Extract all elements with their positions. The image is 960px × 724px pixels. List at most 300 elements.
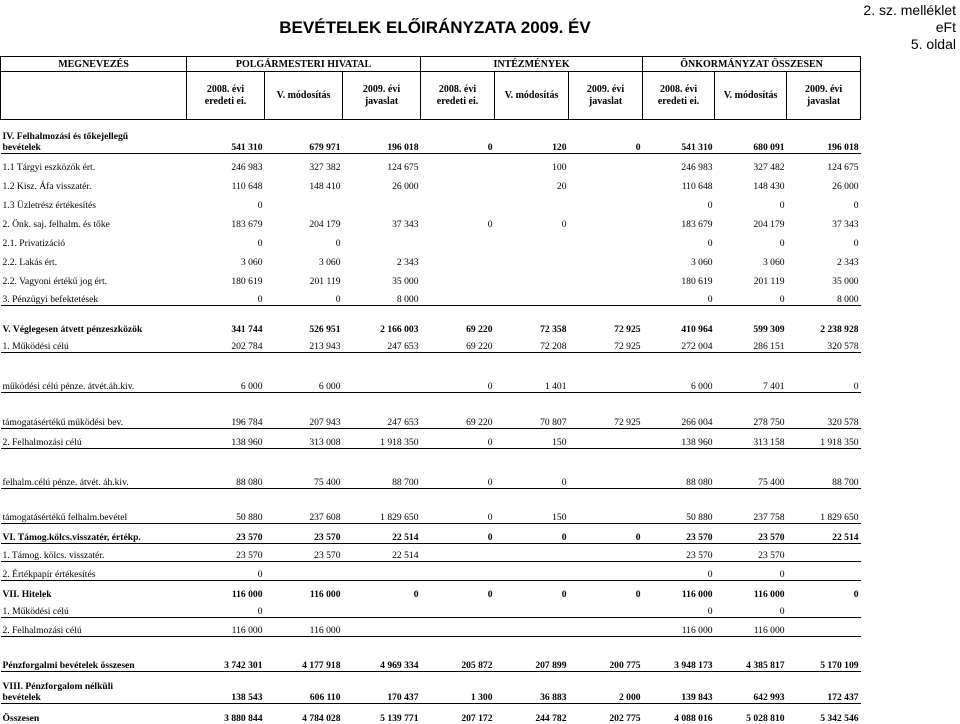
row-label-text: 2. Felhalmozási célú <box>2 437 82 448</box>
row-label <box>1 173 187 192</box>
column-header <box>643 72 715 120</box>
value-cell: 23 570 <box>715 544 787 562</box>
value-cell: 266 004 <box>643 393 715 429</box>
column-header <box>343 72 421 120</box>
row-label-text: 1.2 Kisz. Áfa visszatér. <box>2 180 92 192</box>
value-cell: 213 943 <box>265 335 343 353</box>
value-cell: 23 570 <box>187 544 265 562</box>
value-cell: 0 <box>487 218 493 230</box>
value-cell: 0 <box>715 562 787 581</box>
value-cell <box>421 173 495 192</box>
value-cell: 0 <box>187 287 265 306</box>
header-column-row <box>1 72 861 120</box>
column-header-line: javaslat <box>806 95 841 107</box>
value-cell: 69 220 <box>421 335 495 353</box>
value-cell: 0 <box>421 353 495 393</box>
row-label-text: Összesen <box>2 712 40 724</box>
value-cell: 0 <box>187 600 265 618</box>
revenue-table <box>0 56 861 724</box>
row-label <box>1 524 187 544</box>
value-cell: 278 750 <box>715 393 787 429</box>
value-cell: 138 543 <box>187 672 265 704</box>
value-cell: 0 <box>569 524 643 544</box>
value-cell: 23 570 <box>265 544 343 562</box>
value-cell: 0 <box>569 120 643 154</box>
value-cell: 201 119 <box>309 275 341 287</box>
value-cell: 0 <box>421 120 495 154</box>
value-cell: 541 310 <box>643 120 715 154</box>
row-label <box>1 672 187 704</box>
value-cell <box>265 600 343 618</box>
row-label-text: 1.3 Üzletrész értékesítés <box>2 199 96 211</box>
value-cell: 1 829 650 <box>787 489 861 524</box>
value-cell: 286 151 <box>715 335 787 353</box>
value-cell <box>787 544 861 562</box>
value-cell <box>421 544 495 562</box>
value-cell: 599 309 <box>753 323 785 335</box>
column-header-line: 2009. évi <box>804 83 843 95</box>
value-cell <box>495 618 569 637</box>
header-group-osszesen: ÖNKORMÁNYZAT ÖSSZESEN <box>643 57 861 72</box>
value-cell: 5 028 810 <box>746 712 785 724</box>
value-cell <box>787 600 861 618</box>
column-header-line: V. módosítás <box>276 89 331 101</box>
row-label <box>1 211 187 230</box>
row-label <box>1 637 187 672</box>
value-cell: 202 775 <box>609 712 641 724</box>
row-label-text: 2.2. Vagyoni értékű jog ért. <box>2 275 108 287</box>
value-cell: 201 119 <box>753 275 785 287</box>
value-cell: 320 578 <box>787 335 861 353</box>
value-cell: 5 170 109 <box>787 637 861 672</box>
table-row <box>1 637 861 672</box>
value-cell: 6 000 <box>643 353 715 393</box>
row-label <box>1 544 187 562</box>
value-cell: 0 <box>561 218 567 230</box>
value-cell: 23 570 <box>265 524 343 544</box>
table-row <box>1 287 861 306</box>
header-group-intezmenyek: INTÉZMÉNYEK <box>421 57 643 72</box>
value-cell: 3 060 <box>690 256 713 268</box>
header-megnevezes: MEGNEVEZÉS <box>1 57 187 72</box>
value-cell <box>343 562 421 581</box>
value-cell: 0 <box>421 429 495 449</box>
value-cell <box>569 268 643 287</box>
row-label <box>1 704 187 724</box>
value-cell: 0 <box>335 237 341 249</box>
value-cell: 8 000 <box>343 287 421 306</box>
column-header <box>495 72 569 120</box>
table-row <box>1 268 861 287</box>
value-cell: 20 <box>556 180 567 192</box>
row-label-text: VII. Hitelek <box>2 588 52 600</box>
value-cell: 8 000 <box>787 287 861 306</box>
value-cell <box>569 192 643 211</box>
value-cell: 204 179 <box>753 218 785 230</box>
row-label-text: támogatásértékű működési bev. <box>2 417 124 428</box>
value-cell <box>569 230 643 249</box>
value-cell: 0 <box>643 287 715 306</box>
value-cell: 3 948 173 <box>643 637 715 672</box>
value-cell: 0 <box>561 588 567 600</box>
row-label <box>1 353 187 393</box>
value-cell <box>495 562 569 581</box>
value-cell: 0 <box>421 449 495 489</box>
value-cell <box>495 600 569 618</box>
value-cell: 246 983 <box>231 161 263 173</box>
row-label-text: 1. Működési célú <box>2 341 69 352</box>
value-cell <box>569 600 643 618</box>
value-cell <box>265 192 343 211</box>
value-cell: 0 <box>495 449 569 489</box>
value-cell: 3 060 <box>240 256 263 268</box>
table-row <box>1 230 861 249</box>
value-cell: 196 784 <box>187 393 265 429</box>
value-cell: 0 <box>707 199 713 211</box>
value-cell <box>787 562 861 581</box>
row-label-text: támogatásértékű felhalm.bevétel <box>2 512 128 523</box>
value-cell: 116 000 <box>187 618 265 637</box>
value-cell: 207 172 <box>461 712 493 724</box>
table-row <box>1 704 861 724</box>
table-row <box>1 618 861 637</box>
attachment-number: 2. sz. melléklet <box>863 2 956 18</box>
value-cell <box>569 249 643 268</box>
value-cell <box>421 154 495 173</box>
row-label-text: Pénzforgalmi bevételek összesen <box>2 660 135 671</box>
value-cell: 1 829 650 <box>343 489 421 524</box>
table-row <box>1 211 861 230</box>
value-cell <box>569 429 643 449</box>
value-cell <box>343 230 421 249</box>
value-cell <box>569 562 643 581</box>
value-cell: 50 880 <box>187 489 265 524</box>
value-cell: 6 000 <box>187 353 265 393</box>
value-cell: 180 619 <box>681 275 713 287</box>
value-cell <box>421 287 495 306</box>
row-label-text: IV. Felhalmozási és tőkejellegű <box>2 131 129 142</box>
value-cell: 1 300 <box>421 672 495 704</box>
value-cell: 642 993 <box>715 672 787 704</box>
value-cell: 22 514 <box>787 524 861 544</box>
column-header-line: 2008. évi <box>438 83 477 95</box>
value-cell: 23 570 <box>643 524 715 544</box>
value-cell <box>569 449 643 489</box>
column-header <box>265 72 343 120</box>
value-cell: 7 401 <box>715 353 787 393</box>
value-cell: 170 437 <box>343 672 421 704</box>
document-reference <box>863 2 956 53</box>
value-cell: 120 <box>495 120 569 154</box>
row-label <box>1 230 187 249</box>
row-label <box>1 562 187 581</box>
value-cell: 116 000 <box>265 618 343 637</box>
value-cell: 70 807 <box>495 393 569 429</box>
page-number: 5. oldal <box>910 36 956 52</box>
value-cell: 2 238 928 <box>820 323 859 335</box>
table-row <box>1 306 861 335</box>
table-row <box>1 335 861 353</box>
value-cell: 327 482 <box>753 161 785 173</box>
table-row <box>1 524 861 544</box>
value-cell <box>787 618 861 637</box>
value-cell: 200 775 <box>569 637 643 672</box>
row-label-text: 1.1 Tárgyi eszközök ért. <box>2 161 96 173</box>
value-cell: 2 000 <box>569 672 643 704</box>
table-row <box>1 562 861 581</box>
value-cell: 75 400 <box>265 449 343 489</box>
value-cell: 1 918 350 <box>343 429 421 449</box>
value-cell: 1 918 350 <box>787 429 861 449</box>
value-cell: 341 744 <box>231 323 263 335</box>
value-cell: 237 608 <box>265 489 343 524</box>
column-header-line: eredeti ei. <box>204 95 247 107</box>
value-cell: 23 570 <box>643 544 715 562</box>
row-label <box>1 489 187 524</box>
value-cell <box>569 154 643 173</box>
value-cell: 75 400 <box>715 449 787 489</box>
value-cell: 3 060 <box>318 256 341 268</box>
row-label-text: 1. Támog. kölcs. visszatér. <box>2 550 105 561</box>
value-cell: 202 784 <box>187 335 265 353</box>
table-row <box>1 249 861 268</box>
value-cell: 2 343 <box>836 256 859 268</box>
value-cell: 5 342 546 <box>820 712 859 724</box>
value-cell: 196 018 <box>343 120 421 154</box>
value-cell: 207 899 <box>495 637 569 672</box>
row-label <box>1 120 187 154</box>
row-label-text: működési célú pénze. átvét.áh.kiv. <box>2 381 135 392</box>
value-cell <box>569 618 643 637</box>
value-cell: 204 179 <box>309 218 341 230</box>
value-cell: 72 358 <box>540 323 567 335</box>
table-row <box>1 154 861 173</box>
value-cell: 23 570 <box>715 524 787 544</box>
value-cell: 150 <box>495 489 569 524</box>
value-cell: 22 514 <box>343 524 421 544</box>
row-label-text: bevételek <box>2 692 41 703</box>
table-row <box>1 489 861 524</box>
value-cell: 88 080 <box>643 449 715 489</box>
column-header-line: V. módosítás <box>504 89 559 101</box>
value-cell: 0 <box>495 524 569 544</box>
row-label <box>1 306 187 335</box>
column-header-line: 2009. évi <box>362 83 401 95</box>
header-group-row <box>1 57 861 72</box>
value-cell <box>421 249 495 268</box>
column-header-line: 2008. évi <box>659 83 698 95</box>
row-label <box>1 618 187 637</box>
value-cell <box>569 353 643 393</box>
value-cell <box>421 230 495 249</box>
table-row <box>1 429 861 449</box>
column-header-line: javaslat <box>588 95 623 107</box>
row-label-text: 2. Önk. saj. felhalm. és tőke <box>2 218 110 230</box>
value-cell: 116 000 <box>643 618 715 637</box>
value-cell: 4 385 817 <box>715 637 787 672</box>
value-cell: 5 139 771 <box>380 712 419 724</box>
value-cell: 2 166 003 <box>380 323 419 335</box>
value-cell: 183 679 <box>681 218 713 230</box>
value-cell: 207 943 <box>265 393 343 429</box>
value-cell: 36 883 <box>495 672 569 704</box>
value-cell: 0 <box>715 287 787 306</box>
row-label <box>1 429 187 449</box>
column-header <box>787 72 861 120</box>
table-row <box>1 120 861 154</box>
value-cell: 313 158 <box>715 429 787 449</box>
value-cell: 4 177 918 <box>265 637 343 672</box>
value-cell <box>421 618 495 637</box>
value-cell: 37 343 <box>832 218 859 230</box>
value-cell: 0 <box>257 199 263 211</box>
row-label <box>1 154 187 173</box>
value-cell: 124 675 <box>827 161 859 173</box>
value-cell: 0 <box>187 562 265 581</box>
value-cell: 26 000 <box>832 180 859 192</box>
value-cell: 72 925 <box>569 393 643 429</box>
value-cell: 3 060 <box>762 256 785 268</box>
column-header-line: eredeti ei. <box>657 95 700 107</box>
value-cell: 172 437 <box>787 672 861 704</box>
value-cell: 237 758 <box>715 489 787 524</box>
value-cell <box>343 618 421 637</box>
value-cell: 0 <box>643 600 715 618</box>
value-cell: 247 653 <box>343 335 421 353</box>
value-cell <box>495 268 569 287</box>
column-header <box>421 72 495 120</box>
value-cell: 116 000 <box>681 588 713 600</box>
row-label-text: 2. Felhalmozási célú <box>2 625 82 636</box>
value-cell <box>495 287 569 306</box>
value-cell <box>421 268 495 287</box>
value-cell: 180 619 <box>231 275 263 287</box>
value-cell: 526 951 <box>309 323 341 335</box>
row-label <box>1 581 187 600</box>
row-label <box>1 192 187 211</box>
row-label <box>1 449 187 489</box>
value-cell: 0 <box>421 489 495 524</box>
column-header <box>569 72 643 120</box>
value-cell: 110 648 <box>231 180 263 192</box>
value-cell: 138 960 <box>187 429 265 449</box>
row-label-text: felhalm.célú pénze. átvét. áh.kiv. <box>2 477 129 488</box>
column-header <box>187 72 265 120</box>
column-header-line: 2009. évi <box>586 83 625 95</box>
value-cell: 0 <box>257 237 263 249</box>
value-cell: 320 578 <box>787 393 861 429</box>
value-cell: 116 000 <box>309 588 341 600</box>
row-label-text: V. Véglegesen átvett pénzeszközök <box>2 323 143 335</box>
row-label-text: VI. Támog.kölcs.visszatér, értékp. <box>2 532 141 543</box>
value-cell: 139 843 <box>643 672 715 704</box>
table-row <box>1 672 861 704</box>
value-cell: 37 343 <box>392 218 419 230</box>
value-cell: 246 983 <box>681 161 713 173</box>
value-cell: 100 <box>552 161 567 173</box>
value-cell: 679 971 <box>265 120 343 154</box>
value-cell: 116 000 <box>753 588 785 600</box>
value-cell: 72 925 <box>569 335 643 353</box>
value-cell <box>569 544 643 562</box>
value-cell <box>495 192 569 211</box>
value-cell: 1 401 <box>495 353 569 393</box>
table-row <box>1 192 861 211</box>
value-cell: 0 <box>421 524 495 544</box>
value-cell <box>569 489 643 524</box>
value-cell: 148 430 <box>753 180 785 192</box>
value-cell: 0 <box>487 588 493 600</box>
value-cell: 0 <box>413 588 419 600</box>
value-cell: 0 <box>779 199 785 211</box>
value-cell: 0 <box>853 588 859 600</box>
header-group-hivatal: POLGÁRMESTERI HIVATAL <box>187 57 421 72</box>
value-cell: 327 382 <box>309 161 341 173</box>
table-row <box>1 581 861 600</box>
value-cell: 313 008 <box>265 429 343 449</box>
value-cell: 247 653 <box>343 393 421 429</box>
value-cell: 0 <box>787 353 861 393</box>
value-cell: 0 <box>707 237 713 249</box>
row-label-text: 1. Működési célú <box>2 606 69 617</box>
value-cell: 205 872 <box>421 637 495 672</box>
value-cell: 69 220 <box>466 323 493 335</box>
page-title: BEVÉTELEK ELŐIRÁNYZATA 2009. ÉV <box>279 18 591 37</box>
value-cell <box>495 249 569 268</box>
value-cell: 244 782 <box>535 712 567 724</box>
row-label <box>1 249 187 268</box>
table-row <box>1 600 861 618</box>
value-cell: 0 <box>779 237 785 249</box>
row-label-text: bevételek <box>2 142 41 153</box>
value-cell <box>343 192 421 211</box>
table-body <box>1 120 861 724</box>
value-cell: 606 110 <box>265 672 343 704</box>
row-label-text: 2.1. Privatizáció <box>2 237 66 249</box>
table-row <box>1 173 861 192</box>
row-label-text: 3. Pénzügyi befektetések <box>2 294 99 305</box>
row-label-text: VIII. Pénzforgalom nélküli <box>2 681 114 692</box>
value-cell <box>495 544 569 562</box>
value-cell: 88 700 <box>343 449 421 489</box>
row-label-text: 2. Értékpapír értékesítés <box>2 569 96 580</box>
value-cell <box>265 562 343 581</box>
value-cell: 116 000 <box>715 618 787 637</box>
column-header-line: 2008. évi <box>206 83 245 95</box>
column-header-line: eredeti ei. <box>436 95 479 107</box>
value-cell: 88 700 <box>787 449 861 489</box>
value-cell <box>421 600 495 618</box>
value-cell <box>569 287 643 306</box>
row-label <box>1 600 187 618</box>
column-header <box>715 72 787 120</box>
column-header-line: V. módosítás <box>723 89 778 101</box>
value-cell: 196 018 <box>787 120 861 154</box>
value-cell: 6 000 <box>265 353 343 393</box>
value-cell: 22 514 <box>343 544 421 562</box>
table-row <box>1 449 861 489</box>
value-cell: 72 925 <box>614 323 641 335</box>
value-cell <box>495 230 569 249</box>
value-cell: 148 410 <box>309 180 341 192</box>
value-cell: 2 343 <box>396 256 419 268</box>
row-label <box>1 335 187 353</box>
value-cell: 26 000 <box>392 180 419 192</box>
value-cell <box>343 353 421 393</box>
row-label <box>1 393 187 429</box>
table-row <box>1 544 861 562</box>
value-cell <box>421 192 495 211</box>
